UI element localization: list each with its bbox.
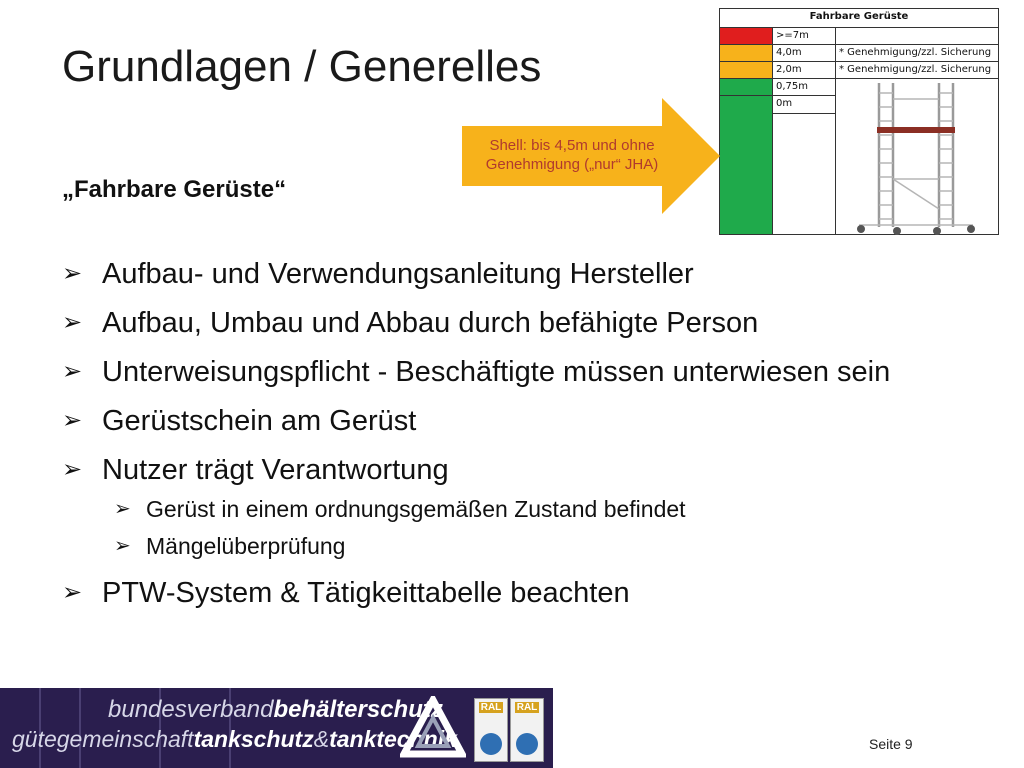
bullet-arrow-icon: ➢: [62, 260, 83, 287]
bullet-arrow-icon: ➢: [62, 358, 83, 385]
table-row: [720, 28, 999, 45]
table-cell-height: 0m: [773, 96, 836, 114]
section-subtitle: „Fahrbare Gerüste“: [62, 176, 287, 203]
bullet-item: ➢ Nutzer trägt Verantwortung: [62, 454, 449, 486]
bullet-arrow-icon: ➢: [62, 309, 83, 336]
bullet-arrow-icon: ➢: [114, 498, 131, 520]
ral-quality-seal-icon: RAL: [510, 698, 544, 762]
bullet-item: ➢ PTW-System & Tätigkeittabelle beachten: [62, 577, 630, 609]
status-color-green: [720, 79, 773, 96]
table-row: [720, 62, 999, 79]
slide-title: Grundlagen / Generelles: [62, 42, 542, 91]
bullet-arrow-icon: ➢: [62, 579, 83, 606]
table-cell-height: 2,0m: [773, 62, 836, 79]
bullet-list: [62, 256, 982, 624]
table-row: [720, 79, 999, 96]
table-cell-height: 4,0m: [773, 45, 836, 62]
table-row: [720, 45, 999, 62]
footer-line-association: bundesverbandbehälterschutz: [108, 696, 443, 723]
table-cell-empty: [773, 113, 836, 234]
bullet-item: ➢ Aufbau, Umbau und Abbau durch befähigte Person: [62, 307, 759, 339]
status-color-red: [720, 28, 773, 45]
status-color-green: [720, 96, 773, 235]
table-header: Fahrbare Gerüste: [720, 9, 999, 28]
scaffold-tower-illustration: [839, 79, 989, 239]
table-cell-note: [836, 28, 999, 45]
status-color-yellow: [720, 62, 773, 79]
table-cell-note: * Genehmigung/zzl. Sicherung: [836, 45, 999, 62]
triangle-logo-icon: [400, 696, 466, 762]
table-cell-note: * Genehmigung/zzl. Sicherung: [836, 62, 999, 79]
scaffold-image-cell: [836, 79, 999, 235]
bullet-arrow-icon: ➢: [62, 456, 83, 483]
bullet-item: ➢ Gerüstschein am Gerüst: [62, 405, 417, 437]
sub-bullet-item: ➢ Gerüst in einem ordnungsgemäßen Zustand befindet: [114, 496, 686, 522]
bullet-item: ➢ Aufbau- und Verwendungsanleitung Hersteller: [62, 258, 694, 290]
page-number: Seite 9: [869, 736, 913, 752]
bullet-arrow-icon: ➢: [114, 535, 131, 557]
sub-bullet-item: ➢ Mängelüberprüfung: [114, 533, 346, 559]
callout-text: Shell: bis 4,5m und ohne Genehmigung („nur“ JHA): [485, 137, 659, 173]
bullet-item: ➢ Unterweisungspflicht - Beschäftigte müssen unterwiesen sein: [62, 356, 891, 388]
status-color-yellow: [720, 45, 773, 62]
scaffold-height-table: [719, 8, 999, 235]
footer-line-quality: gütegemeinschafttankschutz&tanktechnik: [12, 726, 457, 752]
table-cell-height: 0,75m: [773, 79, 836, 96]
table-cell-height: >=7m: [773, 28, 836, 45]
bullet-arrow-icon: ➢: [62, 407, 83, 434]
ral-quality-seal-icon: RAL: [474, 698, 508, 762]
footer-banner: [0, 688, 553, 768]
